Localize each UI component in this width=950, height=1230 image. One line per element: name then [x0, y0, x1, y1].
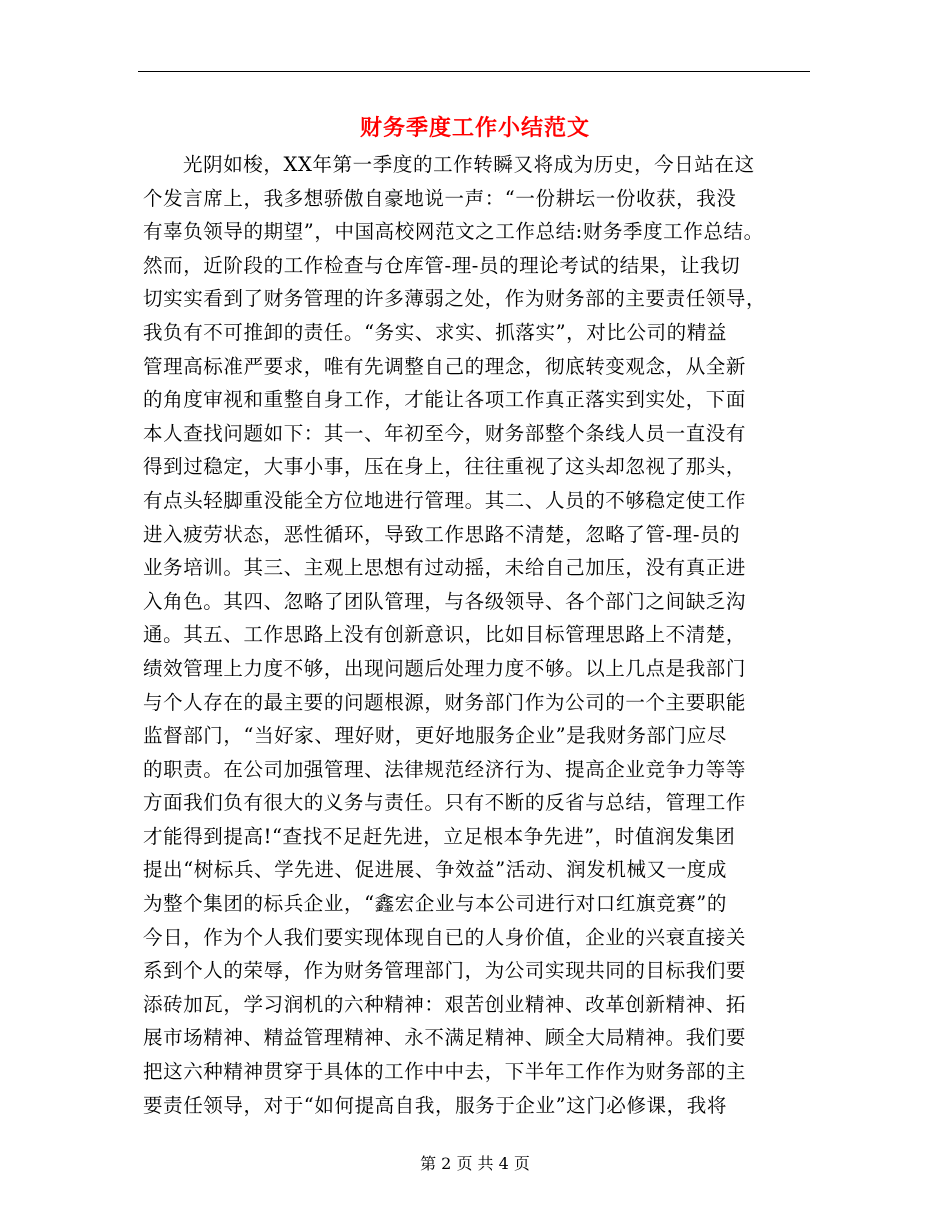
body-line: 提出“树标兵、学先进、促进展、争效益”活动、润发机械又一度成: [143, 858, 727, 882]
body-line: 个发言席上，我多想骄傲自豪地说一声：“一份耕坛一份收获，我没: [143, 186, 737, 210]
body-line: 我负有不可推卸的责任。“务实、求实、抓落实”，对比公司的精益: [143, 320, 727, 344]
body-line: 绩效管理上力度不够，出现问题后处理力度不够。以上几点是我部门: [143, 656, 747, 680]
page-number-footer: 第 2 页 共 4 页: [420, 1154, 530, 1173]
body-line: 的职责。在公司加强管理、法律规范经济行为、提高企业竞争力等等: [143, 757, 747, 781]
body-line: 入角色。其四、忽略了团队管理，与各级领导、各个部门之间缺乏沟: [143, 589, 747, 613]
body-line: 把这六种精神贯穿于具体的工作中中去，下半年工作作为财务部的主: [143, 1060, 747, 1084]
body-line: 才能得到提高!“查找不足赶先进，立足根本争先进”，时值润发集团: [143, 824, 736, 848]
body-line: 的角度审视和重整自身工作，才能让各项工作真正落实到实处，下面: [143, 388, 747, 412]
document-body: [143, 148, 843, 1122]
header-rule: [138, 71, 810, 72]
body-line: 有辜负领导的期望”，中国高校网范文之工作总结:财务季度工作总结。: [143, 220, 764, 244]
body-line: 光阴如梭，XX年第一季度的工作转瞬又将成为历史，今日站在这: [183, 153, 755, 176]
body-line: 切实实看到了财务管理的许多薄弱之处，作为财务部的主要责任领导，: [143, 287, 767, 311]
body-line: 要责任领导，对于“如何提高自我，服务于企业”这门必修课，我将: [143, 1093, 727, 1117]
body-line: 添砖加瓦，学习润机的六种精神：艰苦创业精神、改革创新精神、拓: [143, 992, 747, 1016]
body-line: 本人查找问题如下：其一、年初至今，财务部整个条线人员一直没有: [143, 421, 747, 445]
body-line: 今日，作为个人我们要实现体现自已的人身价值，企业的兴衰直接关: [143, 925, 747, 949]
document-title: 财务季度工作小结范文: [359, 115, 590, 141]
body-line: 监督部门，“当好家、理好财，更好地服务企业”是我财务部门应尽: [143, 724, 727, 748]
body-line: 然而，近阶段的工作检查与仓库管-理-员的理论考试的结果，让我切: [143, 253, 741, 277]
body-line: 进入疲劳状态，恶性循环，导致工作思路不清楚，忽略了管-理-员的: [143, 522, 741, 546]
body-line: 展市场精神、精益管理精神、永不满足精神、顾全大局精神。我们要: [143, 1026, 747, 1050]
body-line: 管理高标准严要求，唯有先调整自己的理念，彻底转变观念，从全新: [143, 354, 747, 378]
body-line: 有点头轻脚重没能全方位地进行管理。其二、人员的不够稳定使工作: [143, 488, 747, 512]
body-line: 与个人存在的最主要的问题根源，财务部门作为公司的一个主要职能: [143, 690, 747, 714]
body-line: 为整个集团的标兵企业，“鑫宏企业与本公司进行对口红旗竞赛”的: [143, 892, 727, 916]
body-line: 业务培训。其三、主观上思想有过动摇，未给自己加压，没有真正进: [143, 556, 747, 580]
body-line: 通。其五、工作思路上没有创新意识，比如目标管理思路上不清楚，: [143, 623, 747, 647]
body-line: 得到过稳定，大事小事，压在身上，往往重视了这头却忽视了那头，: [143, 455, 747, 479]
body-line: 系到个人的荣辱，作为财务管理部门，为公司实现共同的目标我们要: [143, 959, 747, 983]
body-line: 方面我们负有很大的义务与责任。只有不断的反省与总结，管理工作: [143, 791, 747, 815]
